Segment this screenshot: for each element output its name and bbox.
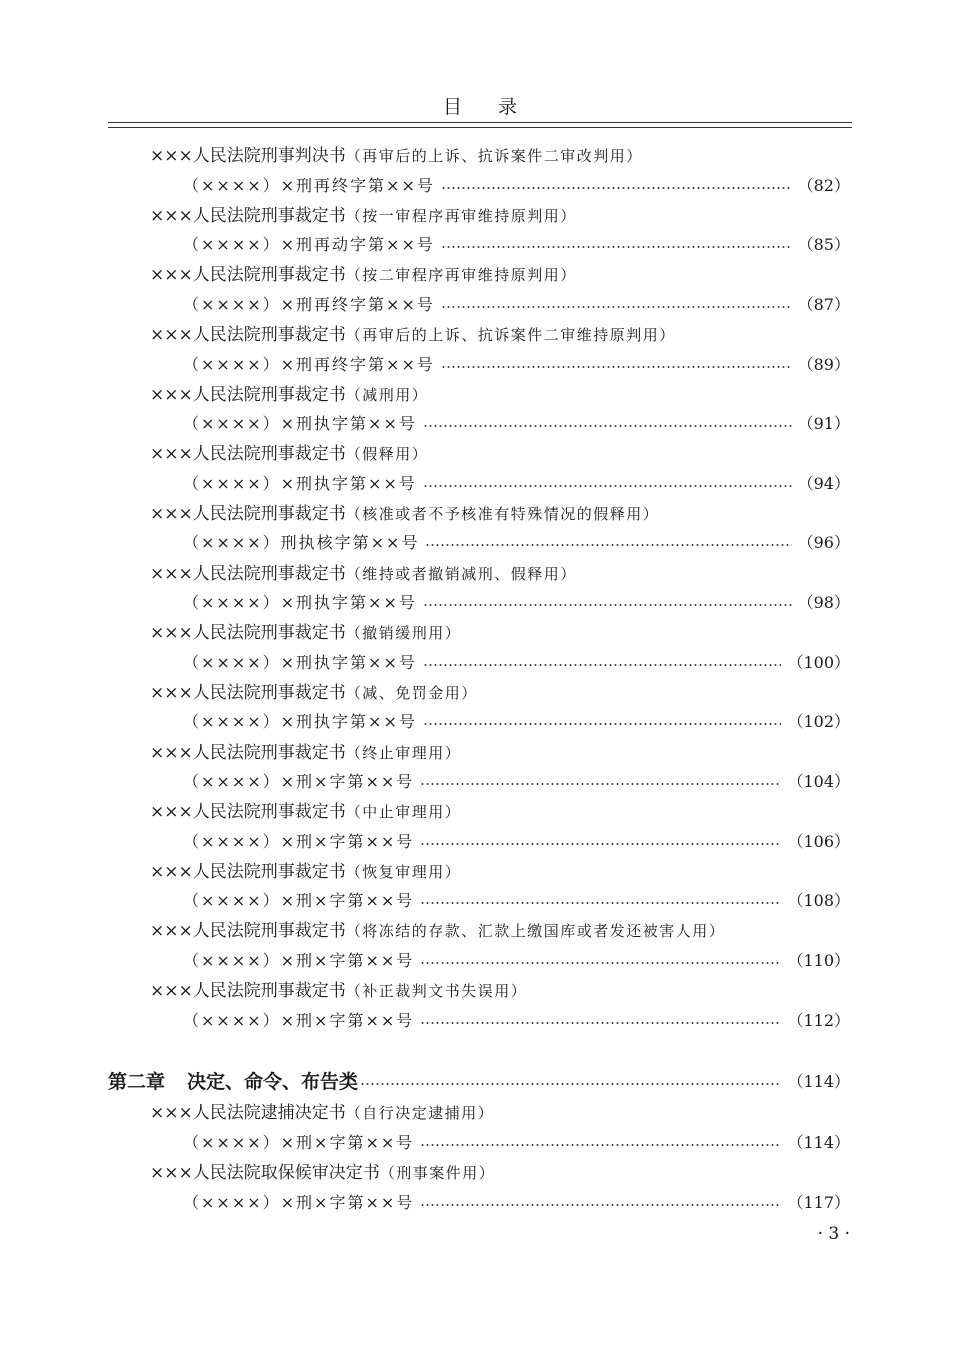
entry-title: ×××人民法院刑事裁定书 — [150, 564, 346, 584]
dot-leader — [441, 366, 792, 368]
toc-entry-ref[interactable] — [183, 352, 850, 378]
toc-entry-ref[interactable] — [183, 709, 850, 735]
toc-entry-title[interactable] — [150, 382, 428, 408]
entry-title: ×××人民法院刑事裁定书 — [150, 862, 346, 882]
entry-page-number: （96） — [797, 533, 850, 552]
toc-entry-ref[interactable] — [183, 1190, 850, 1216]
toc-entry-title[interactable] — [150, 1160, 495, 1186]
entry-title: ×××人民法院逮捕决定书 — [150, 1103, 346, 1123]
entry-docket: （××××）×刑再终字第××号 — [183, 295, 435, 314]
toc-entry-ref[interactable] — [183, 530, 850, 556]
entry-docket: （××××）刑执核字第××号 — [183, 533, 420, 552]
entry-subtitle: （刑事案件用） — [379, 1164, 496, 1182]
entry-subtitle: （再审后的上诉、抗诉案件二审改判用） — [345, 147, 643, 165]
toc-entry-title[interactable] — [150, 322, 676, 348]
entry-docket: （××××）×刑×字第××号 — [183, 1011, 415, 1030]
entry-subtitle: （终止审理用） — [345, 744, 462, 762]
dot-leader — [420, 1204, 781, 1206]
toc-entry-title[interactable] — [150, 978, 527, 1004]
entry-page-number: （87） — [797, 295, 850, 314]
toc-entry-ref[interactable] — [183, 1008, 850, 1034]
toc-entry-title[interactable] — [150, 859, 461, 885]
entry-page-number: （114） — [787, 1133, 850, 1152]
entry-subtitle: （核准或者不予核准有特殊情况的假释用） — [345, 505, 660, 523]
entry-page-number: （110） — [787, 951, 850, 970]
entry-subtitle: （减、免罚金用） — [345, 684, 478, 702]
dot-leader — [425, 544, 791, 546]
dot-leader — [423, 425, 792, 427]
entry-docket: （××××）×刑×字第××号 — [183, 832, 415, 851]
header-rule-thick — [108, 122, 852, 123]
toc-entry-ref[interactable] — [183, 590, 850, 616]
entry-subtitle: （将冻结的存款、汇款上缴国库或者发还被害人用） — [345, 922, 726, 940]
entry-docket: （××××）×刑再终字第××号 — [183, 176, 435, 195]
dot-leader — [423, 485, 792, 487]
toc-entry-title[interactable] — [150, 561, 577, 587]
dot-leader — [420, 1022, 781, 1024]
entry-docket: （××××）×刑×字第××号 — [183, 1133, 415, 1152]
entry-page-number: （91） — [797, 414, 850, 433]
entry-docket: （××××）×刑×字第××号 — [183, 772, 415, 791]
header-title-left: 目 — [442, 96, 462, 118]
toc-entry-title[interactable] — [150, 203, 577, 229]
entry-page-number: （85） — [797, 235, 850, 254]
toc-entry-ref[interactable] — [183, 173, 850, 199]
dot-leader — [420, 783, 781, 785]
entry-title: ×××人民法院刑事裁定书 — [150, 385, 346, 405]
toc-entry-title[interactable] — [150, 1100, 494, 1126]
entry-subtitle: （再审后的上诉、抗诉案件二审维持原判用） — [345, 326, 676, 344]
entry-subtitle: （假释用） — [345, 445, 429, 463]
entry-docket: （××××）×刑执字第××号 — [183, 593, 417, 612]
toc-entry-title[interactable] — [150, 262, 577, 288]
entry-docket: （××××）×刑执字第××号 — [183, 474, 417, 493]
entry-title: ×××人民法院刑事裁定书 — [150, 981, 346, 1001]
entry-page-number: （108） — [787, 891, 850, 910]
toc-entry-ref[interactable] — [183, 948, 850, 974]
entry-page-number: （102） — [787, 712, 850, 731]
entry-page-number: （94） — [797, 474, 850, 493]
toc-entry-ref[interactable] — [183, 232, 850, 258]
toc-entry-title[interactable] — [150, 740, 461, 766]
entry-docket: （××××）×刑执字第××号 — [183, 414, 417, 433]
dot-leader — [423, 604, 792, 606]
entry-title: ×××人民法院刑事裁定书 — [150, 921, 346, 941]
toc-entry-title[interactable] — [150, 143, 643, 169]
entry-subtitle: （中止审理用） — [345, 803, 462, 821]
toc-entry-ref[interactable] — [183, 471, 850, 497]
toc-entry-title[interactable] — [150, 680, 478, 706]
entry-page-number: （100） — [787, 653, 850, 672]
entry-docket: （××××）×刑×字第××号 — [183, 891, 415, 910]
toc-entry-title[interactable] — [150, 918, 725, 944]
entry-page-number: （104） — [787, 772, 850, 791]
entry-docket: （××××）×刑执字第××号 — [183, 653, 417, 672]
dot-leader — [441, 187, 792, 189]
chapter-page-number: （114） — [787, 1072, 850, 1091]
dot-leader — [420, 962, 781, 964]
entry-docket: （××××）×刑×字第××号 — [183, 1193, 415, 1212]
entry-title: ×××人民法院刑事裁定书 — [150, 206, 346, 226]
entry-subtitle: （恢复审理用） — [345, 863, 462, 881]
entry-subtitle: （按二审程序再审维持原判用） — [345, 266, 577, 284]
dot-leader — [360, 1083, 781, 1085]
dot-leader — [420, 902, 781, 904]
entry-docket: （××××）×刑再动字第××号 — [183, 235, 435, 254]
entry-subtitle: （撤销缓刑用） — [345, 624, 462, 642]
chapter-title: 决定、命令、布告类 — [187, 1071, 359, 1093]
entry-title: ×××人民法院刑事裁定书 — [150, 623, 346, 643]
entry-subtitle: （维持或者撤销减刑、假释用） — [345, 565, 577, 583]
entry-title: ×××人民法院刑事裁定书 — [150, 743, 346, 763]
entry-title: ×××人民法院刑事裁定书 — [150, 504, 346, 524]
toc-entry-ref[interactable] — [183, 829, 850, 855]
header-rule-thin — [108, 127, 852, 128]
entry-page-number: （106） — [787, 832, 850, 851]
entry-docket: （××××）×刑执字第××号 — [183, 712, 417, 731]
entry-title: ×××人民法院刑事判决书 — [150, 146, 346, 166]
entry-subtitle: （自行决定逮捕用） — [345, 1104, 495, 1122]
entry-title: ×××人民法院刑事裁定书 — [150, 683, 346, 703]
toc-entry-title[interactable] — [150, 441, 428, 467]
entry-subtitle: （减刑用） — [345, 386, 429, 404]
toc-entry-title[interactable] — [150, 501, 659, 527]
page-header-title — [0, 92, 960, 119]
dot-leader — [423, 723, 782, 725]
toc-entry-ref[interactable] — [183, 411, 850, 437]
dot-leader — [423, 664, 782, 666]
dot-leader — [420, 843, 781, 845]
dot-leader — [441, 246, 792, 248]
toc-entry-ref[interactable] — [183, 1130, 850, 1156]
entry-docket: （××××）×刑×字第××号 — [183, 951, 415, 970]
toc-entry-title[interactable] — [150, 620, 461, 646]
entry-page-number: （98） — [797, 593, 850, 612]
header-title-right: 录 — [498, 96, 518, 118]
entry-title: ×××人民法院刑事裁定书 — [150, 444, 346, 464]
chapter-heading[interactable] — [108, 1067, 850, 1097]
toc-entry-ref[interactable] — [183, 769, 850, 795]
entry-docket: （××××）×刑再终字第××号 — [183, 355, 435, 374]
entry-page-number: （82） — [797, 176, 850, 195]
toc-entry-ref[interactable] — [183, 888, 850, 914]
entry-page-number: （112） — [787, 1011, 850, 1030]
toc-entry-title[interactable] — [150, 799, 461, 825]
dot-leader — [441, 306, 792, 308]
entry-page-number: （89） — [797, 355, 850, 374]
toc-entry-ref[interactable] — [183, 650, 850, 676]
page-folio: · 3 · — [817, 1224, 850, 1244]
chapter-number: 第二章 — [108, 1071, 166, 1093]
entry-subtitle: （按一审程序再审维持原判用） — [345, 207, 577, 225]
entry-title: ×××人民法院刑事裁定书 — [150, 325, 346, 345]
dot-leader — [420, 1144, 781, 1146]
entry-title: ×××人民法院取保候审决定书 — [150, 1163, 380, 1183]
entry-subtitle: （补正裁判文书失误用） — [345, 982, 528, 1000]
toc-entry-ref[interactable] — [183, 292, 850, 318]
entry-page-number: （117） — [787, 1193, 850, 1212]
entry-title: ×××人民法院刑事裁定书 — [150, 265, 346, 285]
entry-title: ×××人民法院刑事裁定书 — [150, 802, 346, 822]
